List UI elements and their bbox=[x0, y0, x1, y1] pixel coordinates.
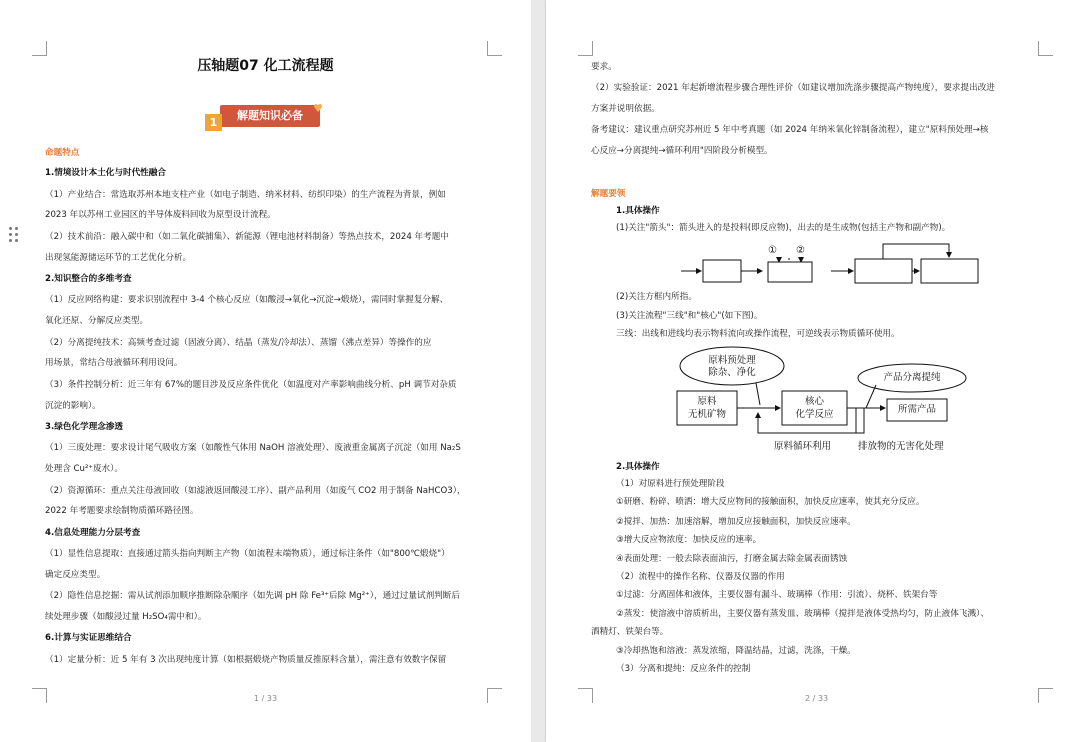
section-heading: 命题特点 bbox=[45, 148, 80, 158]
page-corner-mark bbox=[487, 41, 502, 56]
paragraph-line: 沉淀的影响）。 bbox=[45, 401, 101, 411]
page-number: 2 / 33 bbox=[805, 694, 829, 703]
paragraph-line: 要求。 bbox=[591, 62, 617, 72]
paragraph-line: ①研磨、粉碎、喷洒：增大反应物间的接触面积，加快反应速率，使其充分反应。 bbox=[616, 497, 925, 507]
paragraph-line: （2）实验验证：2021 年起新增流程步骤合理性评价（如建议增加洗涤步骤提高产物纯度），要求提出改进 bbox=[591, 83, 995, 93]
section-banner bbox=[205, 103, 323, 129]
paragraph-line: 2023 年以苏州工业园区的半导体废料回收为原型设计流程。 bbox=[45, 210, 276, 220]
page-title: 压轴题07 化工流程题 bbox=[197, 58, 334, 74]
paragraph-line: ①过滤：分离固体和液体，主要仪器有漏斗、玻璃棒（作用：引流）、烧杯、铁架台等 bbox=[616, 590, 938, 600]
subheading: 2.知识整合的多维考查 bbox=[45, 274, 132, 284]
paragraph-line: ③增大反应物浓度：加快反应的速率。 bbox=[616, 535, 762, 545]
paragraph-line: 2022 年考题要求绘制物质循环路径图。 bbox=[45, 506, 199, 516]
pretreat-label-2: 除杂、净化 bbox=[708, 367, 756, 378]
pretreat-label-1: 原料预处理 bbox=[708, 355, 756, 366]
paragraph-line: （1）三废处理：要求设计尾气吸收方案（如酸性气体用 NaOH 溶液处理）、废液重金属离子沉淀（如用 Na₂S bbox=[45, 443, 461, 453]
paragraph-line: (1)关注"箭头"：箭头进入的是投料(即反应物)，出去的是生成物(包括主产物和副产物)。 bbox=[616, 223, 951, 233]
subheading: 1.情境设计本土化与时代性融合 bbox=[45, 168, 166, 178]
paragraph-line: 酒精灯、铁架台等。 bbox=[591, 627, 669, 637]
subheading: 6.计算与实证思维结合 bbox=[45, 633, 132, 643]
paragraph-line: （2）流程中的操作名称、仪器及仪器的作用 bbox=[616, 572, 785, 582]
subheading: 2.具体操作 bbox=[616, 462, 660, 472]
page-corner-mark bbox=[32, 688, 47, 703]
document-page-2 bbox=[546, 0, 1080, 742]
paragraph-line: 心反应→分离提纯→循环利用"四阶段分析模型。 bbox=[591, 146, 773, 156]
paragraph-line: （2）分离提纯技术：高频考查过滤（固液分离）、结晶（蒸发/冷却法）、蒸馏（沸点差异）等操作的应 bbox=[45, 338, 432, 348]
core-label-2: 化学反应 bbox=[795, 409, 834, 420]
raw-label-2: 无机矿物 bbox=[687, 409, 726, 420]
paragraph-line: 确定反应类型。 bbox=[45, 570, 106, 580]
paragraph-line: 续处理步骤（如酸浸过量 H₂SO₄需中和）。 bbox=[45, 612, 207, 622]
paragraph-line: （2）技术前沿：融入碳中和（如二氧化碳捕集）、新能源（锂电池材料制备）等热点技术，2024 年考题中 bbox=[45, 232, 449, 242]
paragraph-line: (2)关注方框内所指。 bbox=[616, 292, 697, 302]
paragraph-line: ②搅拌、加热：加速溶解，增加反应接触面积，加快反应速率。 bbox=[616, 517, 856, 527]
subheading: 4.信息处理能力分层考查 bbox=[45, 528, 141, 538]
core-label-1: 核心 bbox=[804, 396, 824, 407]
page-corner-mark bbox=[32, 41, 47, 56]
paragraph-line: （2）资源循环：重点关注母液回收（如滤液返回酸浸工序）、副产品利用（如废气 CO2 用于制备 NaHCO3）， bbox=[45, 486, 466, 496]
section-heading: 解题要领 bbox=[591, 189, 626, 199]
paragraph-line: 用场景，常结合母液循环利用设问。 bbox=[45, 358, 183, 368]
paragraph-line: （1）对原料进行预处理阶段 bbox=[616, 479, 725, 489]
paragraph-line: ②蒸发：使溶液中溶质析出，主要仪器有蒸发皿、玻璃棒（搅拌是液体受热均匀，防止液体飞溅）、 bbox=[616, 609, 989, 619]
subheading: 3.绿色化学理念渗透 bbox=[45, 422, 123, 432]
paragraph-line: 备考建议：建议重点研究苏州近 5 年中考真题（如 2024 年纳米氧化锌制备流程），建立"原料预处理→核 bbox=[591, 125, 989, 135]
separate-label: 产品分离提纯 bbox=[883, 372, 941, 383]
paragraph-line: ③冷却热饱和溶液：蒸发浓缩，降温结晶，过滤，洗涤，干燥。 bbox=[616, 646, 856, 656]
subheading: 1.具体操作 bbox=[616, 206, 660, 216]
harmless-label: 排放物的无害化处理 bbox=[858, 441, 944, 452]
pretreat-connector bbox=[756, 383, 760, 405]
circled-number: ① bbox=[768, 245, 777, 256]
page-gap bbox=[531, 0, 546, 742]
page-number: 1 / 33 bbox=[254, 694, 278, 703]
paragraph-line: （1）显性信息提取：直接通过箭头指向判断主产物（如流程末端物质），通过标注条件（如"800℃煅烧"） bbox=[45, 549, 450, 559]
document-page-1 bbox=[0, 0, 531, 742]
drag-handle-icon[interactable] bbox=[9, 227, 19, 245]
page-corner-mark bbox=[487, 688, 502, 703]
paragraph-line: 出现氢能源储运环节的工艺优化分析。 bbox=[45, 253, 192, 263]
heart-icon: ♥ bbox=[313, 102, 323, 115]
separate-connector bbox=[866, 385, 876, 408]
pretreat-ellipse bbox=[680, 347, 784, 385]
recycle-label: 原料循环利用 bbox=[774, 441, 832, 452]
paragraph-line: 氧化还原、分解反应类型。 bbox=[45, 316, 149, 326]
raw-label-1: 原料 bbox=[697, 396, 717, 407]
circled-number: ② bbox=[796, 245, 805, 256]
paragraph-line: （3）分离和提纯：反应条件的控制 bbox=[616, 664, 751, 674]
paragraph-line: ④表面处理：一般去除表面油污，打磨金属去除金属表面锈蚀 bbox=[616, 554, 848, 564]
paragraph-line: （1）反应网络构建：要求识别流程中 3-4 个核心反应（如酸浸→氧化→沉淀→煅烧），需同时掌握复分解、 bbox=[45, 295, 449, 305]
banner-number: 1 bbox=[205, 114, 222, 131]
paragraph-line: （2）隐性信息挖掘：需从试剂添加顺序推断除杂顺序（如先调 pH 除 Fe³⁺后除 Mg²⁺），通过过量试剂判断后 bbox=[45, 591, 460, 601]
paragraph-line: （1）产业结合：常选取苏州本地支柱产业（如电子制造、纳米材料、纺织印染）的生产流程为背景，例如 bbox=[45, 190, 446, 200]
paragraph-line: 三线：出线和进线均表示物料流向或操作流程，可逆线表示物质循环使用。 bbox=[616, 329, 900, 339]
paragraph-line: (3)关注流程"三线"和"核心"(如下图)。 bbox=[616, 311, 763, 321]
product-label: 所需产品 bbox=[897, 404, 936, 415]
paragraph-line: 处理含 Cu²⁺废水）。 bbox=[45, 464, 124, 474]
paragraph-line: （1）定量分析：近 5 年有 3 次出现纯度计算（如根据煅烧产物质量反推原料含量），需注意有效数字保留 bbox=[45, 655, 447, 665]
banner-label: 解题知识必备 bbox=[220, 105, 320, 127]
paragraph-line: （3）条件控制分析：近三年有 67%的题目涉及反应条件优化（如温度对产率影响曲线分析、pH 调节对杂质 bbox=[45, 380, 457, 390]
paragraph-line: 方案并说明依据。 bbox=[591, 104, 660, 114]
